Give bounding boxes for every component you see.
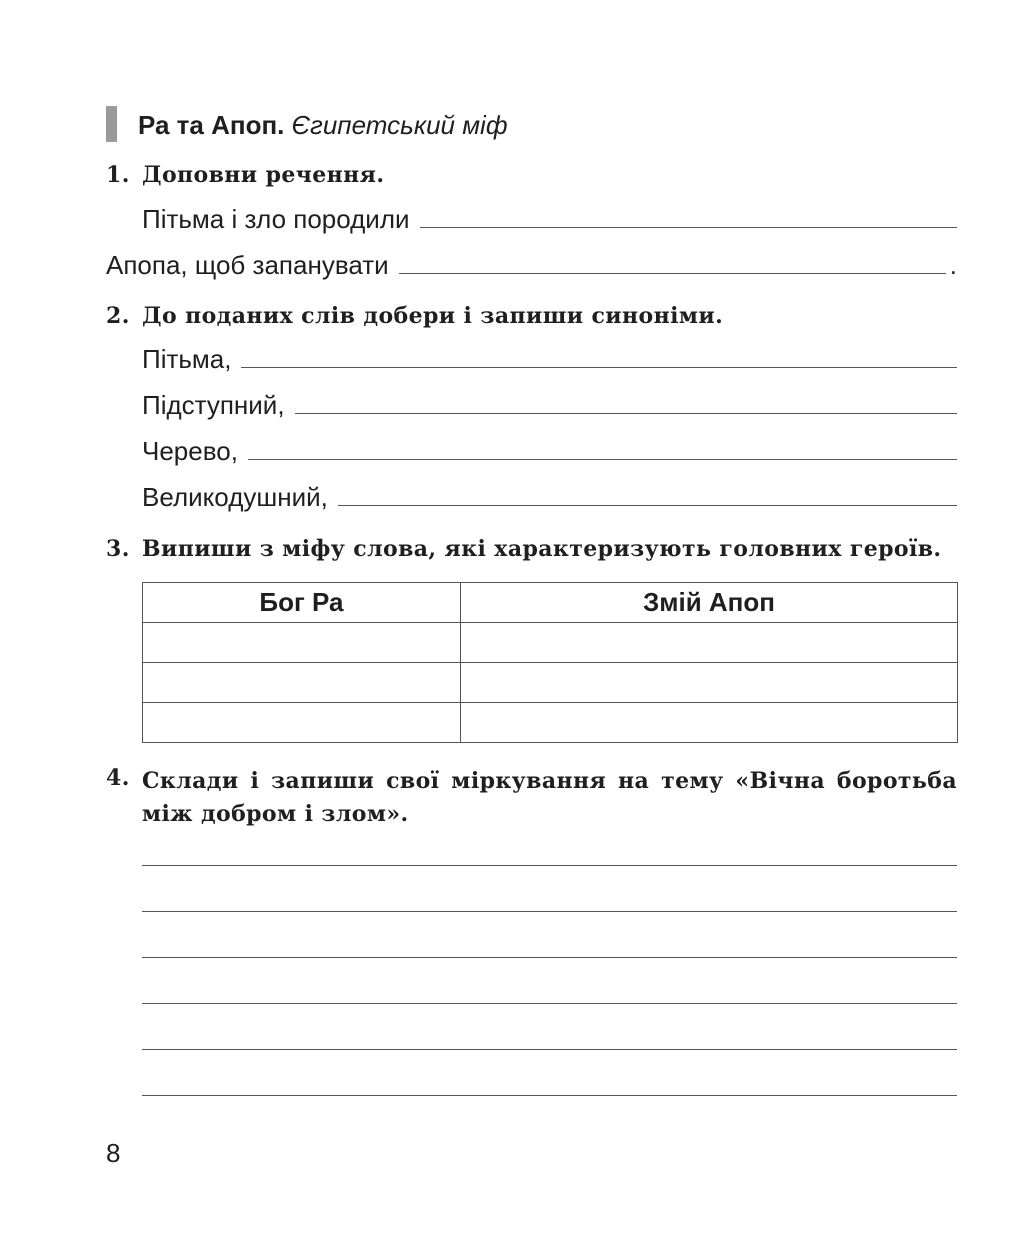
- q4-text: Склади і запиши свої міркування на тему «Вічна боротьба між добром і злом».: [142, 768, 957, 827]
- table-header-row: [143, 583, 958, 623]
- table-row: [143, 623, 958, 663]
- q2-word-row-1: [142, 344, 957, 375]
- column-header-apop: Змій Апоп: [460, 583, 957, 623]
- table-cell-ra[interactable]: [143, 623, 461, 663]
- q2-answer-line-4[interactable]: [338, 505, 957, 506]
- q1-sentence-2-period: .: [949, 250, 957, 280]
- q2-answer-line-1[interactable]: [241, 367, 957, 368]
- q1-number: 1.: [106, 162, 130, 188]
- q1-sentence-1-label: Пітьма і зло породили: [142, 204, 410, 234]
- q3-number: 3.: [106, 536, 130, 562]
- page-number: 8: [106, 1138, 121, 1168]
- q1-sentence-2-label: Апопа, щоб запанувати: [106, 250, 389, 280]
- q2-word-4: Великодушний,: [142, 482, 328, 512]
- title-marker: [106, 106, 117, 142]
- table-cell-apop[interactable]: [460, 703, 957, 743]
- column-header-ra: Бог Ра: [143, 583, 461, 623]
- table-row: [143, 663, 958, 703]
- q2-word-row-4: [142, 482, 957, 513]
- table-cell-apop[interactable]: [460, 623, 957, 663]
- table-cell-ra[interactable]: [143, 703, 461, 743]
- q4-answer-line-3[interactable]: [142, 957, 957, 958]
- q2-word-row-2: [142, 390, 957, 421]
- title-italic: Єгипетський міф: [291, 110, 508, 140]
- q4-number: 4.: [106, 765, 130, 791]
- table-row: [143, 703, 958, 743]
- q1-answer-line-2[interactable]: [399, 273, 946, 274]
- title-bold: Ра та Апоп.: [138, 110, 285, 140]
- q3-text: Випиши з міфу слова, які характеризують головних героїв.: [142, 536, 942, 562]
- q2-text: До поданих слів добери і запиши синоніми.: [142, 303, 724, 329]
- q4-answer-line-5[interactable]: [142, 1049, 957, 1050]
- q4-answer-line-6[interactable]: [142, 1095, 957, 1096]
- q2-answer-line-3[interactable]: [248, 459, 957, 460]
- table-cell-ra[interactable]: [143, 663, 461, 703]
- q2-answer-line-2[interactable]: [295, 413, 957, 414]
- q1-sentence-1: [142, 204, 957, 235]
- heroes-table: [142, 582, 958, 743]
- q2-word-1: Пітьма,: [142, 344, 232, 374]
- q4-answer-line-4[interactable]: [142, 1003, 957, 1004]
- q1-answer-line-1[interactable]: [420, 227, 957, 228]
- q2-word-3: Черево,: [142, 436, 238, 466]
- q1-sentence-2: [106, 250, 957, 281]
- q1-text: Доповни речення.: [142, 162, 385, 188]
- page-title: [138, 110, 508, 141]
- q2-word-2: Підступний,: [142, 390, 285, 420]
- q2-number: 2.: [106, 303, 130, 329]
- q2-word-row-3: [142, 436, 957, 467]
- q4-answer-line-2[interactable]: [142, 911, 957, 912]
- table-cell-apop[interactable]: [460, 663, 957, 703]
- q4-answer-line-1[interactable]: [142, 865, 957, 866]
